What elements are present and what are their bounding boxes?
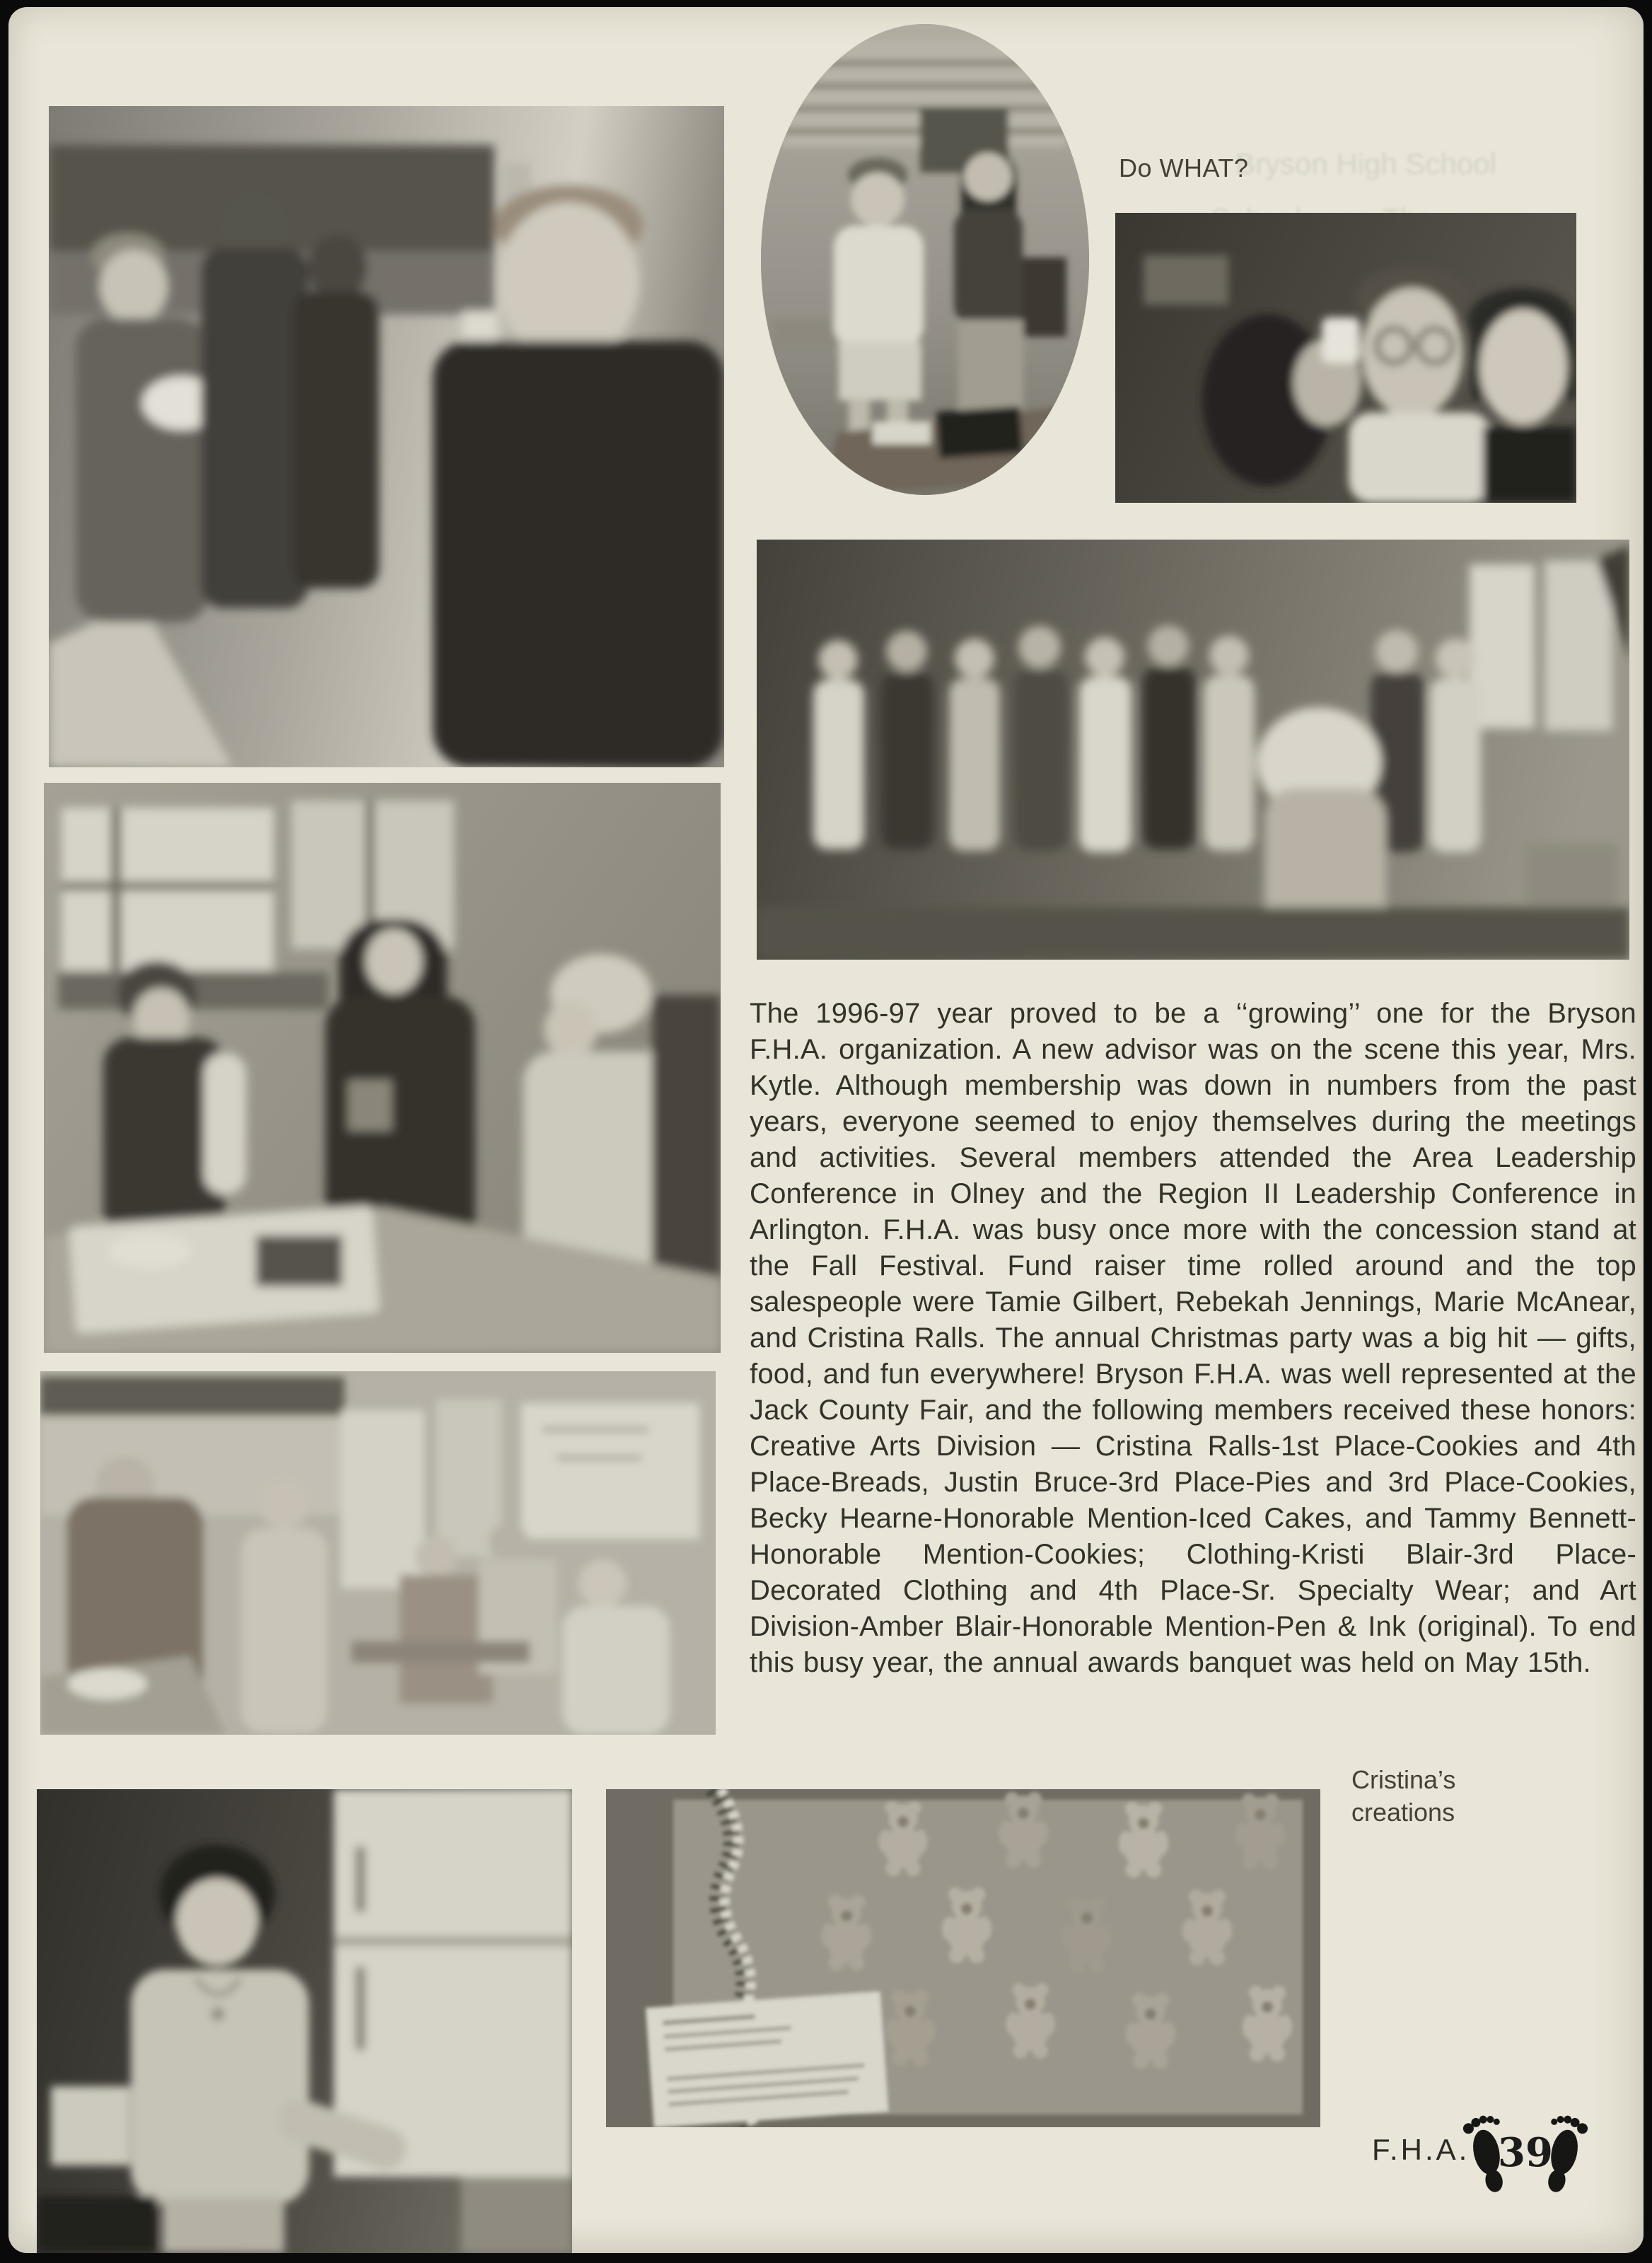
photo-christmas-party-illustration: [44, 783, 721, 1353]
photo-hallway-illustration: [49, 106, 724, 767]
photo-santa-group-illustration: [757, 540, 1629, 960]
photo-girl-by-fridge: [37, 1789, 572, 2253]
photo-oval-kitchen: [761, 24, 1089, 495]
photo-classroom: [40, 1371, 716, 1735]
photo-christmas-party: [44, 783, 721, 1353]
caption-cristinas-line1: Cristina’s: [1351, 1765, 1456, 1794]
yearbook-page: [8, 7, 1644, 2253]
photo-duo-illustration: [1115, 213, 1576, 503]
photo-santa-group: [757, 540, 1629, 960]
footprints-icon: [1451, 2104, 1600, 2210]
bleed-through-text-line1: Bryson High School: [1235, 147, 1496, 180]
photo-oval-kitchen-illustration: [761, 24, 1089, 495]
caption-cristinas-creations: [1351, 1764, 1455, 1829]
page-number: 39: [1498, 2129, 1553, 2176]
photo-girl-by-fridge-illustration: [37, 1789, 572, 2253]
footer-org-label: F.H.A.: [1372, 2133, 1470, 2166]
caption-cristinas-line2: creations: [1351, 1798, 1455, 1827]
photo-duo-closeup: [1115, 213, 1576, 503]
article-paragraph: The 1996-97 year proved to be a ‘‘growing’’ one for the Bryson F.H.A. organization. A new advisor was on the scene this year, Mrs. Kytle. Although membership was down in numbers from the past years, everyone seemed to enjoy themselves during the meetings and activities. Several members attended the Area Leadership Conference in Olney and the Region II Leadership Conference in Arlington. F.H.A. was busy once more with the concession stand at the Fall Festival. Fund raiser time rolled around and the top salespeople were Tamie Gilbert, Rebekah Jennings, Marie McAnear, and Cristina Ralls. The annual Christmas party was a big hit — gifts, food, and fun everywhere! Bryson F.H.A. was well represented at the Jack County Fair, and the following members received these honors: Creative Arts Division — Cristina Ralls-1st Place-Cookies and 4th Place-Breads, Justin Bruce-3rd Place-Pies and 3rd Place-Cookies, Becky Hearne-Honorable Mention-Iced Cakes, and Tammy Bennett-Honorable Mention-Cookies; Clothing-Kristi Blair-3rd Place-Decorated Clothing and 4th Place-Sr. Specialty Wear; and Art Division-Amber Blair-Honorable Mention-Pen & Ink (original). To end this busy year, the annual awards banquet was held on May 15th.: [750, 998, 1636, 1678]
photo-teddy-bear-cookies: [606, 1789, 1320, 2127]
caption-do-what: Do WHAT?: [1119, 153, 1249, 182]
photo-hallway-students: [49, 106, 724, 767]
photo-classroom-illustration: [40, 1371, 716, 1735]
photo-teddy-bear-cookies-illustration: [606, 1789, 1320, 2127]
